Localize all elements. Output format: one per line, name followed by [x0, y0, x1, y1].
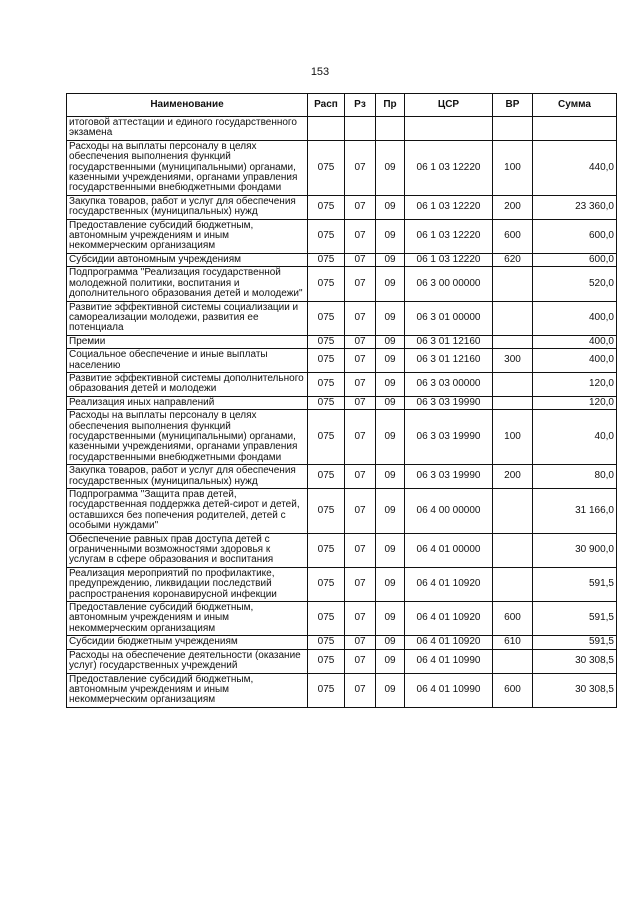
- cell-rasp: 075: [308, 489, 345, 534]
- cell-sum: 30 308,5: [533, 673, 617, 707]
- cell-sum: 30 308,5: [533, 649, 617, 673]
- cell-pr: 09: [376, 649, 405, 673]
- cell-vr: [493, 396, 533, 409]
- cell-rasp: 075: [308, 253, 345, 266]
- cell-pr: 09: [376, 465, 405, 489]
- cell-rasp: 075: [308, 195, 345, 219]
- cell-pr: 09: [376, 219, 405, 253]
- cell-csr: 06 1 03 12220: [405, 140, 493, 195]
- cell-name: Закупка товаров, работ и услуг для обеспечения государственных (муниципальных) нужд: [67, 465, 308, 489]
- cell-pr: 09: [376, 301, 405, 335]
- cell-vr: 200: [493, 465, 533, 489]
- cell-pr: 09: [376, 567, 405, 601]
- cell-rz: 07: [345, 533, 376, 567]
- cell-rz: 07: [345, 140, 376, 195]
- cell-pr: 09: [376, 335, 405, 348]
- cell-vr: 100: [493, 410, 533, 465]
- cell-pr: 09: [376, 267, 405, 301]
- cell-sum: 591,5: [533, 602, 617, 636]
- cell-sum: 520,0: [533, 267, 617, 301]
- table-row: [67, 636, 617, 649]
- cell-rasp: 075: [308, 267, 345, 301]
- cell-csr: 06 4 01 10990: [405, 673, 493, 707]
- cell-vr: 100: [493, 140, 533, 195]
- cell-csr: [405, 117, 493, 141]
- table-row: [67, 649, 617, 673]
- cell-vr: 600: [493, 602, 533, 636]
- cell-name: Реализация иных направлений: [67, 396, 308, 409]
- cell-rasp: 075: [308, 372, 345, 396]
- cell-rasp: 075: [308, 636, 345, 649]
- cell-csr: 06 3 03 19990: [405, 410, 493, 465]
- cell-sum: 30 900,0: [533, 533, 617, 567]
- table-row: [67, 533, 617, 567]
- cell-name: Расходы на обеспечение деятельности (оказание услуг) государственных учреждений: [67, 649, 308, 673]
- cell-name: Подпрограмма "Реализация государственной молодежной политики, воспитания и дополнительного образования детей и молодежи": [67, 267, 308, 301]
- cell-csr: 06 4 01 00000: [405, 533, 493, 567]
- cell-pr: 09: [376, 253, 405, 266]
- cell-sum: 400,0: [533, 349, 617, 373]
- cell-vr: [493, 649, 533, 673]
- cell-sum: 591,5: [533, 567, 617, 601]
- cell-rasp: 075: [308, 301, 345, 335]
- cell-rz: 07: [345, 410, 376, 465]
- cell-vr: 610: [493, 636, 533, 649]
- cell-name: Реализация мероприятий по профилактике, предупреждению, ликвидации последствий распространения коронавирусной инфекции: [67, 567, 308, 601]
- cell-rz: 07: [345, 567, 376, 601]
- cell-csr: 06 3 03 19990: [405, 396, 493, 409]
- header-rz: Рз: [345, 94, 376, 117]
- cell-rz: 07: [345, 636, 376, 649]
- table-row: [67, 140, 617, 195]
- cell-pr: 09: [376, 533, 405, 567]
- cell-rasp: 075: [308, 335, 345, 348]
- cell-vr: [493, 533, 533, 567]
- cell-csr: 06 1 03 12220: [405, 253, 493, 266]
- cell-rz: 07: [345, 335, 376, 348]
- cell-pr: 09: [376, 602, 405, 636]
- cell-name: Развитие эффективной системы социализации и самореализации молодежи, развития ее потенциала: [67, 301, 308, 335]
- cell-vr: [493, 301, 533, 335]
- cell-vr: 600: [493, 673, 533, 707]
- cell-rz: 07: [345, 489, 376, 534]
- cell-name: Предоставление субсидий бюджетным, автономным учреждениям и иным некоммерческим организациям: [67, 673, 308, 707]
- cell-vr: [493, 335, 533, 348]
- cell-csr: 06 3 03 19990: [405, 465, 493, 489]
- cell-sum: 600,0: [533, 219, 617, 253]
- cell-rz: 07: [345, 267, 376, 301]
- table-row: [67, 301, 617, 335]
- cell-rasp: 075: [308, 533, 345, 567]
- cell-name: Расходы на выплаты персоналу в целях обеспечения выполнения функций государственными (муниципальными) органами, казенными учреждениями, органами управления государственными внебюджетными фондами: [67, 140, 308, 195]
- cell-vr: 300: [493, 349, 533, 373]
- cell-csr: 06 4 01 10920: [405, 602, 493, 636]
- table-row: [67, 335, 617, 348]
- table-row: [67, 567, 617, 601]
- cell-csr: 06 1 03 12220: [405, 219, 493, 253]
- header-csr: ЦСР: [405, 94, 493, 117]
- budget-table: [66, 93, 617, 708]
- cell-rz: 07: [345, 219, 376, 253]
- cell-rz: 07: [345, 349, 376, 373]
- cell-vr: [493, 267, 533, 301]
- table-row: [67, 372, 617, 396]
- cell-sum: 440,0: [533, 140, 617, 195]
- cell-vr: [493, 567, 533, 601]
- cell-rz: 07: [345, 649, 376, 673]
- cell-sum: 591,5: [533, 636, 617, 649]
- cell-rasp: 075: [308, 410, 345, 465]
- cell-name: Предоставление субсидий бюджетным, автономным учреждениям и иным некоммерческим организациям: [67, 602, 308, 636]
- cell-rasp: [308, 117, 345, 141]
- cell-rz: 07: [345, 195, 376, 219]
- cell-csr: 06 3 01 12160: [405, 335, 493, 348]
- cell-vr: [493, 489, 533, 534]
- cell-rz: 07: [345, 372, 376, 396]
- cell-name: итоговой аттестации и единого государственного экзамена: [67, 117, 308, 141]
- cell-sum: 400,0: [533, 335, 617, 348]
- cell-name: Субсидии бюджетным учреждениям: [67, 636, 308, 649]
- table-row: [67, 410, 617, 465]
- table-row: [67, 396, 617, 409]
- cell-pr: 09: [376, 410, 405, 465]
- header-pr: Пр: [376, 94, 405, 117]
- cell-name: Подпрограмма "Защита прав детей, государственная поддержка детей-сирот и детей, оставшихся без попечения родителей, детей с особыми нуждами": [67, 489, 308, 534]
- table-row: [67, 195, 617, 219]
- header-sum: Сумма: [533, 94, 617, 117]
- cell-csr: 06 1 03 12220: [405, 195, 493, 219]
- table-row: [67, 489, 617, 534]
- cell-name: Обеспечение равных прав доступа детей с ограниченными возможностями здоровья к услугам в сфере образования и воспитания: [67, 533, 308, 567]
- cell-rz: 07: [345, 301, 376, 335]
- cell-sum: 31 166,0: [533, 489, 617, 534]
- header-vr: ВР: [493, 94, 533, 117]
- cell-pr: 09: [376, 372, 405, 396]
- cell-csr: 06 3 03 00000: [405, 372, 493, 396]
- cell-csr: 06 4 01 10920: [405, 567, 493, 601]
- cell-sum: 23 360,0: [533, 195, 617, 219]
- cell-name: Закупка товаров, работ и услуг для обеспечения государственных (муниципальных) нужд: [67, 195, 308, 219]
- table-row: [67, 219, 617, 253]
- cell-vr: 620: [493, 253, 533, 266]
- cell-pr: 09: [376, 636, 405, 649]
- cell-rz: 07: [345, 465, 376, 489]
- table-header-row: [67, 94, 617, 117]
- cell-csr: 06 3 00 00000: [405, 267, 493, 301]
- cell-sum: 40,0: [533, 410, 617, 465]
- cell-sum: 400,0: [533, 301, 617, 335]
- header-rasp: Расп: [308, 94, 345, 117]
- cell-sum: 600,0: [533, 253, 617, 266]
- cell-vr: [493, 372, 533, 396]
- cell-csr: 06 3 01 12160: [405, 349, 493, 373]
- cell-rasp: 075: [308, 567, 345, 601]
- cell-vr: [493, 117, 533, 141]
- cell-pr: 09: [376, 396, 405, 409]
- cell-rz: [345, 117, 376, 141]
- cell-sum: [533, 117, 617, 141]
- cell-vr: 200: [493, 195, 533, 219]
- cell-pr: 09: [376, 195, 405, 219]
- cell-vr: 600: [493, 219, 533, 253]
- table-row: [67, 465, 617, 489]
- cell-pr: [376, 117, 405, 141]
- cell-rz: 07: [345, 673, 376, 707]
- table-row: [67, 673, 617, 707]
- table-row: [67, 349, 617, 373]
- cell-pr: 09: [376, 489, 405, 534]
- cell-rasp: 075: [308, 649, 345, 673]
- cell-rz: 07: [345, 253, 376, 266]
- cell-rasp: 075: [308, 349, 345, 373]
- table-row: [67, 117, 617, 141]
- cell-pr: 09: [376, 349, 405, 373]
- page-number: 153: [310, 66, 330, 78]
- cell-rasp: 075: [308, 465, 345, 489]
- table-row: [67, 267, 617, 301]
- cell-rasp: 075: [308, 219, 345, 253]
- cell-name: Премии: [67, 335, 308, 348]
- cell-rz: 07: [345, 396, 376, 409]
- cell-rasp: 075: [308, 396, 345, 409]
- cell-sum: 120,0: [533, 372, 617, 396]
- cell-rasp: 075: [308, 673, 345, 707]
- cell-name: Развитие эффективной системы дополнительного образования детей и молодежи: [67, 372, 308, 396]
- cell-csr: 06 4 00 00000: [405, 489, 493, 534]
- table-row: [67, 253, 617, 266]
- header-name: Наименование: [67, 94, 308, 117]
- cell-name: Расходы на выплаты персоналу в целях обеспечения выполнения функций государственными (муниципальными) органами, казенными учреждениями, органами управления государственными внебюджетными фондами: [67, 410, 308, 465]
- cell-name: Социальное обеспечение и иные выплаты населению: [67, 349, 308, 373]
- cell-name: Субсидии автономным учреждениям: [67, 253, 308, 266]
- cell-pr: 09: [376, 673, 405, 707]
- cell-csr: 06 3 01 00000: [405, 301, 493, 335]
- cell-rz: 07: [345, 602, 376, 636]
- cell-sum: 80,0: [533, 465, 617, 489]
- cell-name: Предоставление субсидий бюджетным, автономным учреждениям и иным некоммерческим организациям: [67, 219, 308, 253]
- cell-rasp: 075: [308, 140, 345, 195]
- cell-pr: 09: [376, 140, 405, 195]
- cell-rasp: 075: [308, 602, 345, 636]
- cell-sum: 120,0: [533, 396, 617, 409]
- table-row: [67, 602, 617, 636]
- cell-csr: 06 4 01 10920: [405, 636, 493, 649]
- cell-csr: 06 4 01 10990: [405, 649, 493, 673]
